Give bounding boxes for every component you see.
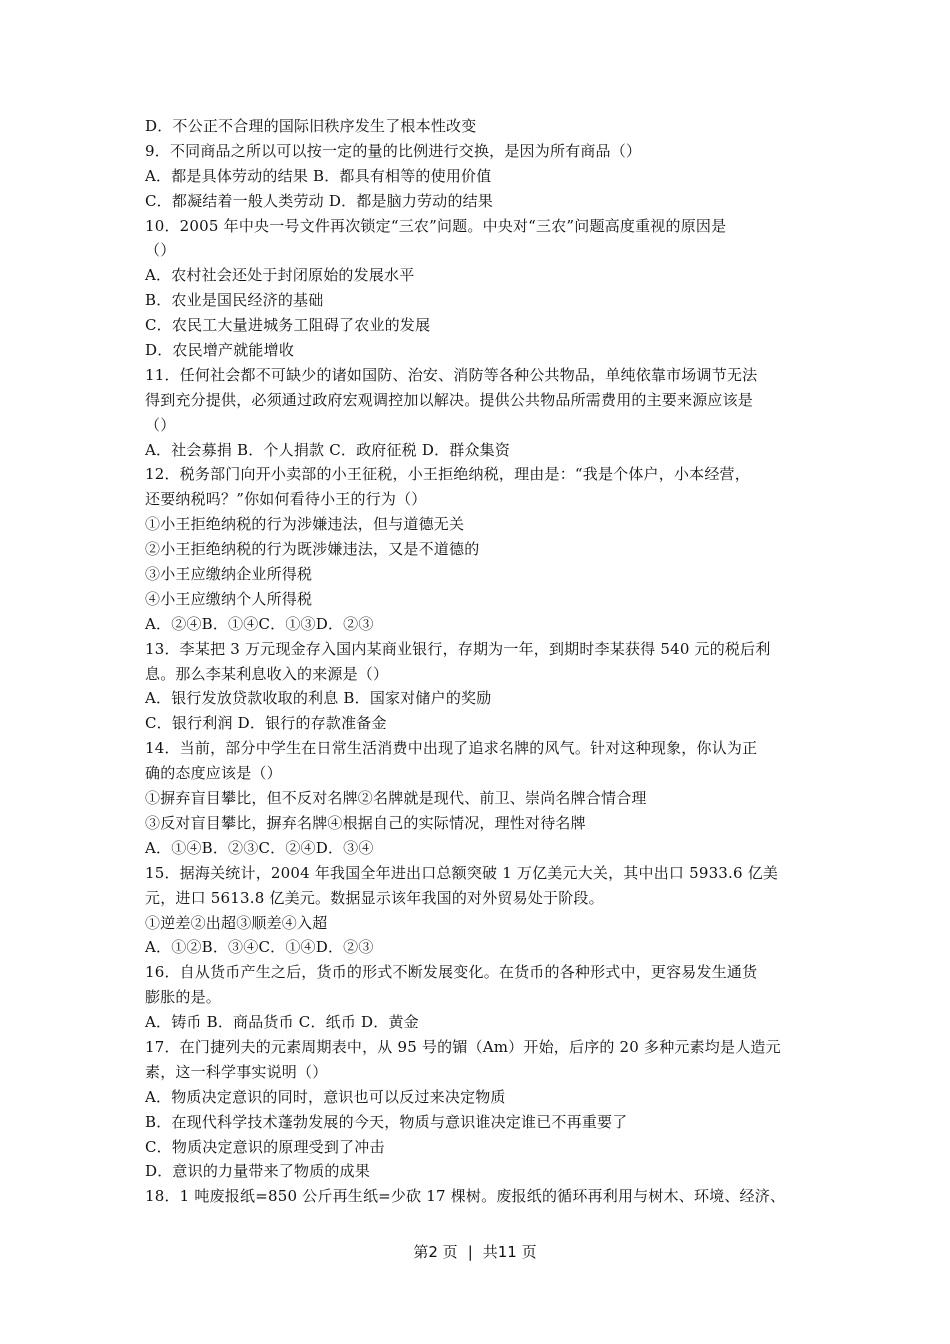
text-line: 9．不同商品之所以可以按一定的量的比例进行交换，是因为所有商品（）: [145, 141, 642, 160]
text-line: （）: [145, 415, 176, 434]
text-line: 14．当前，部分中学生在日常生活消费中出现了追求名牌的风气。针对这种现象，你认为正: [145, 739, 758, 758]
text-line: A．①④B．②③C．②④D．③④: [145, 838, 374, 857]
text-line: D．不公正不合理的国际旧秩序发生了根本性改变: [145, 117, 477, 135]
text-line: ③反对盲目攀比，摒弃名牌④根据自己的实际情况，理性对待名牌: [145, 813, 586, 832]
page-total: 共11 页: [482, 1243, 537, 1261]
text-line: 息。那么李某利息收入的来源是（）: [145, 664, 389, 683]
text-line: 还要纳税吗？”你如何看待小王的行为（）: [145, 490, 427, 509]
text-line: 10．2005 年中央一号文件再次锁定“三农”问题。中央对“三农”问题高度重视的原因是: [145, 216, 727, 235]
text-line: D．农民增产就能增收: [145, 341, 295, 360]
text-line: 16．自从货币产生之后，货币的形式不断发展变化。在货币的各种形式中，更容易发生通货: [145, 963, 758, 982]
text-line: ③小王应缴纳企业所得税: [145, 565, 313, 584]
text-line: D．意识的力量带来了物质的成果: [145, 1162, 371, 1181]
text-line: 15．据海关统计，2004 年我国全年进出口总额突破 1 万亿美元大关，其中出口 5933.6 亿美: [145, 863, 779, 882]
text-line: 11．任何社会都不可缺少的诸如国防、治安、消防等各种公共物品，单纯依靠市场调节无法: [145, 365, 758, 384]
text-line: 元，进口 5613.8 亿美元。数据显示该年我国的对外贸易处于阶段。: [145, 888, 604, 907]
text-line: ①摒弃盲目攀比，但不反对名牌②名牌就是现代、前卫、崇尚名牌合情合理: [145, 789, 647, 808]
text-line: A．①②B．③④C．①④D．②③: [145, 938, 374, 957]
text-line: A．物质决定意识的同时，意识也可以反过来决定物质: [145, 1087, 506, 1106]
page-footer: [0, 1241, 950, 1262]
text-line: A．铸币 B．商品货币 C．纸币 D．黄金: [145, 1013, 419, 1032]
text-line: 得到充分提供，必须通过政府宏观调控加以解决。提供公共物品所需费用的主要来源应该是: [145, 390, 754, 409]
text-line: B．农业是国民经济的基础: [145, 291, 324, 310]
document-body: [145, 114, 810, 1209]
text-line: （）: [145, 241, 176, 260]
text-line: ①小王拒绝纳税的行为涉嫌违法，但与道德无关: [145, 515, 465, 534]
text-line: A．农村社会还处于封闭原始的发展水平: [145, 266, 415, 285]
text-line: A．社会募捐 B．个人捐款 C．政府征税 D．群众集资: [145, 440, 511, 459]
footer-separator: |: [467, 1243, 473, 1261]
text-line: C．物质决定意识的原理受到了冲击: [145, 1137, 385, 1156]
text-line: C．银行利润 D．银行的存款准备金: [145, 714, 387, 733]
text-line: ②小王拒绝纳税的行为既涉嫌违法，又是不道德的: [145, 540, 480, 559]
page-number: 第2 页: [413, 1243, 458, 1261]
text-line: 膨胀的是。: [145, 988, 222, 1007]
text-line: C．都凝结着一般人类劳动 D．都是脑力劳动的结果: [145, 191, 494, 210]
text-line: B．在现代科学技术蓬勃发展的今天，物质与意识谁决定谁已不再重要了: [145, 1112, 628, 1131]
text-line: A．都是具体劳动的结果 B．都具有相等的使用价值: [145, 166, 492, 185]
text-line: 确的态度应该是（）: [145, 764, 282, 783]
text-line: 12．税务部门向开小卖部的小王征税，小王拒绝纳税，理由是：“我是个体户，小本经营，: [145, 465, 750, 484]
text-line: 17．在门捷列夫的元素周期表中，从 95 号的镅（Am）开始，后序的 20 多种元素均是人造元: [145, 1037, 781, 1056]
text-line: A．②④B．①④C．①③D．②③: [145, 614, 374, 633]
text-line: 13．李某把 3 万元现金存入国内某商业银行，存期为一年，到期时李某获得 540 元的税后利: [145, 639, 771, 658]
text-line: 18．1 吨废报纸=850 公斤再生纸=少砍 17 棵树。废报纸的循环再利用与树木、环境、经济、: [145, 1187, 786, 1206]
text-line: ④小王应缴纳个人所得税: [145, 589, 313, 608]
text-line: ①逆差②出超③顺差④入超: [145, 913, 328, 932]
text-line: C．农民工大量进城务工阻碍了农业的发展: [145, 316, 431, 335]
text-line: A．银行发放贷款收取的利息 B．国家对储户的奖励: [145, 689, 492, 708]
text-line: 素，这一科学事实说明（）: [145, 1062, 328, 1081]
